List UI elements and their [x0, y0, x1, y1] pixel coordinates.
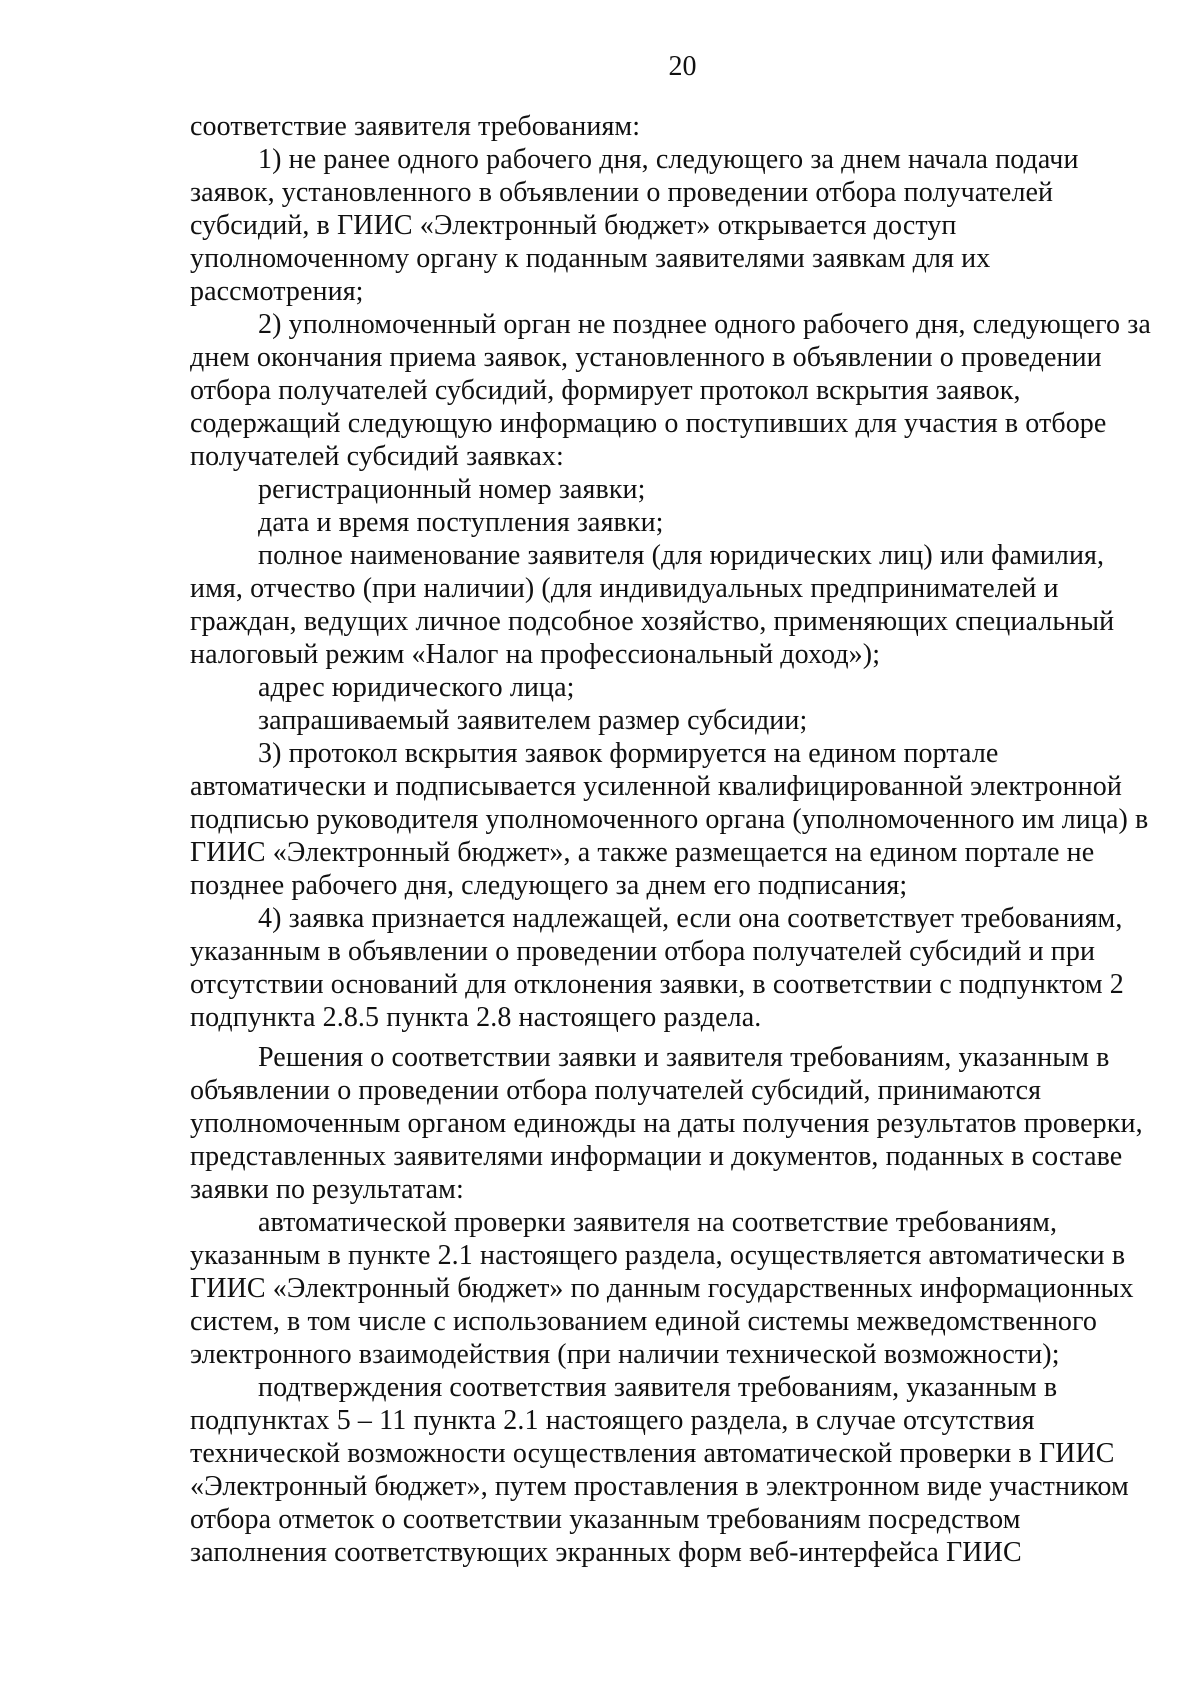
- text-line: граждан, ведущих личное подсобное хозяйство, применяющих специальный: [190, 606, 1115, 637]
- text-line: дата и время поступления заявки;: [258, 507, 664, 538]
- text-line: отбора получателей субсидий, формирует протокол вскрытия заявок,: [190, 375, 1021, 406]
- text-line: «Электронный бюджет», путем проставления в электронном виде участником: [190, 1471, 1129, 1502]
- text-line: заполнения соответствующих экранных форм веб-интерфейса ГИИС: [190, 1537, 1022, 1568]
- text-line: технической возможности осуществления автоматической проверки в ГИИС: [190, 1438, 1115, 1469]
- page-number: 20: [668, 51, 697, 82]
- document-body: [190, 110, 1162, 1569]
- text-line: соответствие заявителя требованиям:: [190, 111, 641, 142]
- text-line: уполномоченному органу к поданным заявителями заявкам для их: [190, 243, 991, 274]
- text-line: адрес юридического лица;: [258, 672, 575, 703]
- text-line: подписью руководителя уполномоченного органа (уполномоченного им лица) в: [190, 804, 1149, 835]
- text-line: объявлении о проведении отбора получателей субсидий, принимаются: [190, 1075, 1042, 1106]
- text-line: 3) протокол вскрытия заявок формируется на едином портале: [258, 738, 999, 769]
- text-line: рассмотрения;: [190, 276, 364, 307]
- text-line: подтверждения соответствия заявителя требованиям, указанным в: [258, 1372, 1058, 1403]
- text-line: отбора отметок о соответствии указанным требованиям посредством: [190, 1504, 1021, 1535]
- text-line: 4) заявка признается надлежащей, если она соответствует требованиям,: [258, 903, 1123, 934]
- text-line: регистрационный номер заявки;: [258, 474, 646, 505]
- text-line: электронного взаимодействия (при наличии технической возможности);: [190, 1339, 1060, 1370]
- text-line: указанным в пункте 2.1 настоящего раздела, осуществляется автоматически в: [190, 1240, 1126, 1271]
- text-line: Решения о соответствии заявки и заявителя требованиям, указанным в: [258, 1042, 1110, 1073]
- text-line: получателей субсидий заявках:: [190, 441, 564, 472]
- text-line: уполномоченным органом единожды на даты получения результатов проверки,: [190, 1108, 1143, 1139]
- text-line: ГИИС «Электронный бюджет», а также размещается на едином портале не: [190, 837, 1095, 868]
- text-line: позднее рабочего дня, следующего за днем его подписания;: [190, 870, 908, 901]
- text-line: автоматически и подписывается усиленной квалифицированной электронной: [190, 771, 1122, 802]
- text-line: субсидий, в ГИИС «Электронный бюджет» открывается доступ: [190, 210, 957, 241]
- text-line: налоговый режим «Налог на профессиональный доход»);: [190, 639, 881, 670]
- text-line: указанным в объявлении о проведении отбора получателей субсидий и при: [190, 936, 1096, 967]
- text-line: отсутствии оснований для отклонения заявки, в соответствии с подпунктом 2: [190, 969, 1124, 1000]
- text-line: заявок, установленного в объявлении о проведении отбора получателей: [190, 177, 1054, 208]
- text-line: систем, в том числе с использованием единой системы межведомственного: [190, 1306, 1098, 1337]
- text-line: представленных заявителями информации и документов, поданных в составе: [190, 1141, 1123, 1172]
- text-line: полное наименование заявителя (для юридических лиц) или фамилия,: [258, 540, 1105, 571]
- text-line: 2) уполномоченный орган не позднее одного рабочего дня, следующего за: [258, 309, 1151, 340]
- text-line: имя, отчество (при наличии) (для индивидуальных предпринимателей и: [190, 573, 1059, 604]
- text-line: ГИИС «Электронный бюджет» по данным государственных информационных: [190, 1273, 1134, 1304]
- text-line: днем окончания приема заявок, установленного в объявлении о проведении: [190, 342, 1102, 373]
- text-line: подпунктах 5 – 11 пункта 2.1 настоящего раздела, в случае отсутствия: [190, 1405, 1035, 1436]
- text-line: заявки по результатам:: [190, 1174, 464, 1205]
- text-line: подпункта 2.8.5 пункта 2.8 настоящего раздела.: [190, 1002, 762, 1033]
- text-line: 1) не ранее одного рабочего дня, следующего за днем начала подачи: [258, 144, 1079, 175]
- text-line: автоматической проверки заявителя на соответствие требованиям,: [258, 1207, 1058, 1238]
- text-line: содержащий следующую информацию о поступивших для участия в отборе: [190, 408, 1107, 439]
- text-line: запрашиваемый заявителем размер субсидии;: [258, 705, 808, 736]
